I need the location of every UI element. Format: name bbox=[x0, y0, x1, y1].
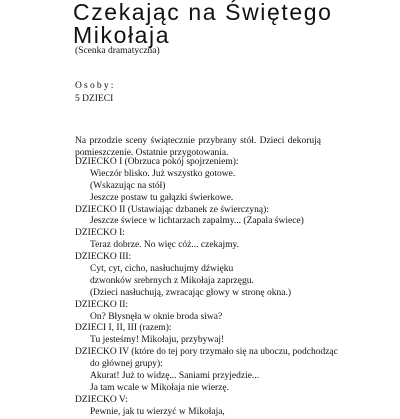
dialogue-line: dzwonków srebrnych z Mikołaja zaprzęgu. bbox=[90, 275, 254, 286]
dialogue-line: Jeszcze postaw tu gałązki świerkowe. bbox=[90, 192, 234, 203]
title-line-1: Czekając na Świętego bbox=[73, 0, 333, 25]
dialogue-line: Tu jesteśmy! Mikołaju, przybywaj! bbox=[90, 335, 225, 346]
dialogue-line: Cyt, cyt, cicho, nasłuchujmy dźwięku bbox=[90, 264, 234, 275]
speaker-line: DZIECKO III: bbox=[75, 252, 132, 263]
title-line-2: Mikołaja bbox=[73, 22, 171, 48]
speaker-line: DZIECKO II (Ustawiając dzbanek ze świerczyną): bbox=[75, 204, 269, 215]
speaker-line: DZIECI I, II, III (razem): bbox=[75, 323, 172, 334]
dialogue-line: (Wskazując na stół) bbox=[90, 180, 166, 191]
dialogue-line: (Dzieci nasłuchują, zwracając głowy w stronę okna.) bbox=[90, 287, 291, 298]
dialogue-line: Jeszcze świece w lichtarzach zapalmy... (Zapala świece) bbox=[90, 216, 304, 227]
speaker-line: DZIECKO V: bbox=[75, 394, 128, 405]
dialogue-line: do głównej grupy): bbox=[90, 359, 163, 370]
stage-direction: Na przodzie sceny świątecznie przybrany stół. Dzieci dekorują pomieszczenie. Ostatnie przygotowania. bbox=[75, 135, 321, 158]
dialogue-line: Ja tam wcale w Mikołaja nie wierzę. bbox=[90, 382, 230, 393]
dialogue-lines bbox=[75, 157, 338, 419]
speaker-line: DZIECKO IV (które do tej pory trzymało się na uboczu, podchodząc bbox=[75, 347, 338, 358]
dialogue-line: On? Błysnęła w oknie broda siwa? bbox=[90, 311, 223, 322]
speaker-line: DZIECKO I (Obrzuca pokój spojrzeniem): bbox=[75, 157, 239, 167]
speaker-line: DZIECKO I: bbox=[75, 228, 125, 239]
dialogue-line: Akurat! Już to widzę... Saniami przyjedzie... bbox=[90, 371, 260, 382]
dialogue-line: Wieczór blisko. Już wszystko gotowe. bbox=[90, 168, 236, 179]
cast-list: 5 DZIECI bbox=[75, 94, 114, 104]
document-subtitle: (Scenka dramatyczna) bbox=[75, 46, 160, 56]
persons-heading: Osoby: bbox=[75, 81, 116, 91]
document-title bbox=[73, 1, 373, 47]
dialogue-line: Pewnie, jak tu wierzyć w Mikołaja, bbox=[90, 406, 225, 417]
dialogue-line: Teraz dobrze. No więc cóż... czekajmy. bbox=[90, 240, 240, 251]
speaker-line: DZIECKO II: bbox=[75, 299, 129, 310]
